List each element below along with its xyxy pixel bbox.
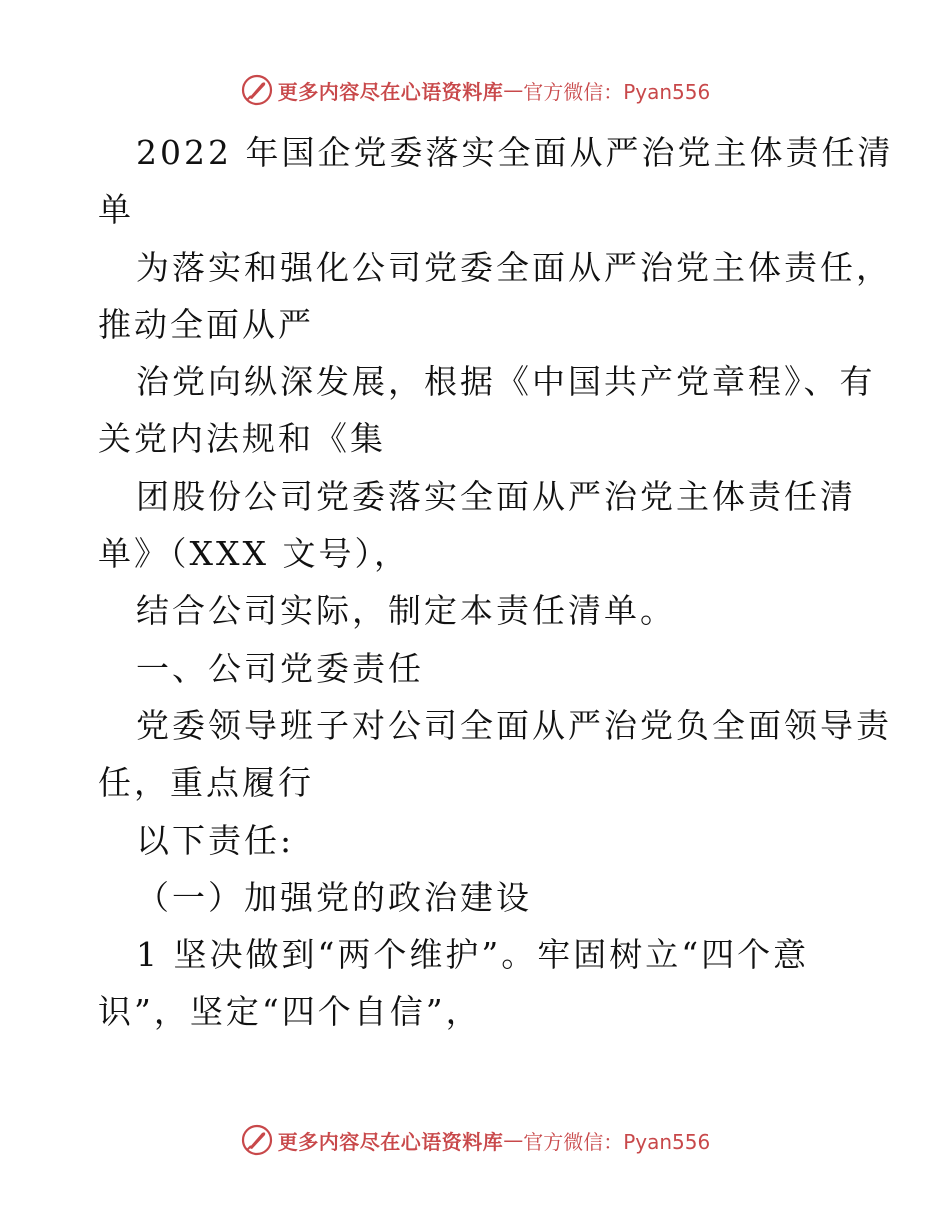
document-title-line-2: 单 [98,190,134,230]
paragraph-line: 为落实和强化公司党委全面从严治党主体责任， [136,247,892,287]
quill-circle-icon [240,73,274,107]
quill-circle-icon [240,1123,274,1157]
watermark-brand: 更多内容尽在心语资料库 [277,79,504,104]
paragraph-line: 党委领导班子对公司全面从严治党负全面领导责 [136,705,892,745]
paragraph-line: 任，重点履行 [98,763,314,803]
paragraph-line: 推动全面从严 [98,304,314,344]
watermark-brand: 更多内容尽在心语资料库 [277,1129,504,1154]
paragraph-line: 识”，坚定“四个自信”， [98,992,482,1032]
paragraph-line: 结合公司实际，制定本责任清单。 [136,591,676,631]
watermark-wechat: 官方微信：Pyan556 [523,1129,711,1154]
header-watermark [0,70,950,110]
document-body [98,124,894,1041]
footer-watermark [0,1120,950,1160]
subsection-heading: （一）加强党的政治建设 [136,877,532,917]
paragraph-line: 治党向纵深发展，根据《中国共产党章程》、有 [136,362,876,402]
document-title-line-1: 2022 年国企党委落实全面从严治党主体责任清 [136,133,894,172]
paragraph-line: 1 坚决做到“两个维护”。牢固树立“四个意 [136,935,810,975]
paragraph-line: 以下责任: [136,820,295,860]
watermark-wechat: 官方微信：Pyan556 [523,79,711,104]
watermark-dash: — [503,78,524,102]
paragraph-line: 单》（XXX 文号）， [98,534,410,574]
section-heading: 一、公司党委责任 [136,648,424,688]
paragraph-line: 团股份公司党委落实全面从严治党主体责任清 [136,476,856,516]
watermark-dash: — [503,1128,524,1152]
paragraph-line: 关党内法规和《集 [98,419,386,459]
